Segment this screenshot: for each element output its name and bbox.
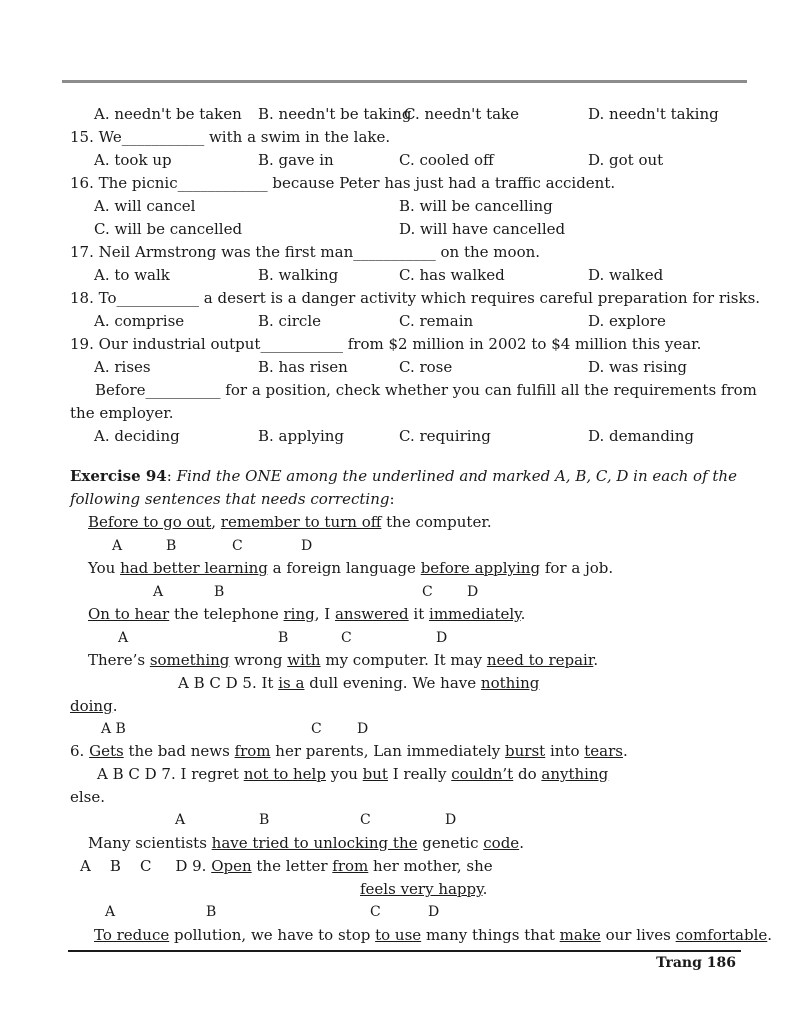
marker-ab: A B	[101, 721, 126, 737]
option-a: A. deciding	[94, 427, 180, 445]
option-c: C. remain	[399, 312, 474, 330]
option-b: B. needn't be taking	[258, 105, 412, 123]
option-a: A. will cancel	[94, 197, 196, 215]
marker-c: C	[422, 584, 433, 600]
marker-b: B	[206, 904, 217, 920]
sentence-7-continued: else.	[70, 788, 106, 806]
option-a: A. needn't be taken	[94, 105, 242, 123]
question-16: 16. The picnic____________ because Peter has just had a traffic accident.	[70, 174, 616, 192]
marker-b: B	[259, 812, 270, 828]
option-c: C. rose	[399, 358, 453, 376]
marker-d: D	[357, 721, 369, 737]
option-d: D. demanding	[588, 427, 694, 445]
question-20-continued: the employer.	[70, 404, 174, 422]
marker-b: B	[214, 584, 225, 600]
marker-b: B	[166, 538, 177, 554]
sentence-1: Before to go out, remember to turn off the computer.	[88, 513, 492, 531]
sentence-9-continued: feels very happy.	[360, 880, 488, 898]
question-18: 18. To___________ a desert is a danger activity which requires careful preparation for risks.	[70, 289, 761, 307]
marker-d: D	[467, 584, 479, 600]
header-rule	[62, 80, 747, 83]
question-15: 15. We___________ with a swim in the lake.	[70, 128, 391, 146]
sentence-7: A B C D 7. I regret not to help you but I really couldn’t do anything	[97, 765, 609, 783]
option-a: A. rises	[94, 358, 151, 376]
question-20: Before__________ for a position, check whether you can fulfill all the requirements from	[95, 381, 757, 399]
question-19: 19. Our industrial output___________ from $2 million in 2002 to $4 million this year.	[70, 335, 702, 353]
option-d: D. will have cancelled	[399, 220, 566, 238]
sentence-5: A B C D 5. It is a dull evening. We have nothing	[178, 674, 540, 692]
option-c: C. needn't take	[404, 105, 520, 123]
marker-d: D	[301, 538, 313, 554]
sentence-9: A B C D 9. Open the letter from her mother, she	[80, 857, 493, 875]
option-c: C. cooled off	[399, 151, 494, 169]
option-c: C. requiring	[399, 427, 491, 445]
page-number: Trang 186	[656, 955, 736, 971]
marker-a: A	[105, 904, 116, 920]
option-b: B. walking	[258, 266, 339, 284]
sentence-8: Many scientists have tried to unlocking the genetic code.	[88, 834, 524, 852]
option-d: D. explore	[588, 312, 666, 330]
option-a: A. comprise	[94, 312, 185, 330]
option-b: B. circle	[258, 312, 322, 330]
marker-d: D	[436, 630, 448, 646]
sentence-3: On to hear the telephone ring, I answered it immediately.	[88, 605, 526, 623]
exercise-instruction: following sentences that needs correcting:	[70, 490, 395, 508]
sentence-10: To reduce pollution, we have to stop to use many things that make our lives comfortable.	[94, 926, 773, 944]
sentence-4: There’s something wrong with my computer. It may need to repair.	[88, 651, 599, 669]
marker-a: A	[153, 584, 164, 600]
marker-b: B	[278, 630, 289, 646]
option-b: B. applying	[258, 427, 345, 445]
marker-c: C	[311, 721, 322, 737]
marker-c: C	[360, 812, 371, 828]
sentence-5-continued: doing.	[70, 697, 118, 715]
footer-rule	[68, 950, 741, 952]
sentence-2: You had better learning a foreign language before applying for a job.	[88, 559, 614, 577]
option-d: D. walked	[588, 266, 664, 284]
option-a: A. took up	[94, 151, 172, 169]
marker-a: A	[175, 812, 186, 828]
option-c: C. will be cancelled	[94, 220, 243, 238]
option-c: C. has walked	[399, 266, 505, 284]
marker-c: C	[232, 538, 243, 554]
option-b: B. has risen	[258, 358, 348, 376]
sentence-6: 6. Gets the bad news from her parents, Lan immediately burst into tears.	[70, 742, 628, 760]
marker-d: D	[428, 904, 440, 920]
option-d: D. got out	[588, 151, 664, 169]
option-d: D. was rising	[588, 358, 688, 376]
marker-a: A	[118, 630, 129, 646]
exercise-heading: Exercise 94: Find the ONE among the underlined and marked A, B, C, D in each of the	[70, 467, 737, 485]
marker-a: A	[112, 538, 123, 554]
marker-d: D	[445, 812, 457, 828]
marker-c: C	[370, 904, 381, 920]
option-a: A. to walk	[94, 266, 170, 284]
question-17: 17. Neil Armstrong was the first man___________ on the moon.	[70, 243, 541, 261]
marker-c: C	[341, 630, 352, 646]
option-d: D. needn't taking	[588, 105, 719, 123]
option-b: B. gave in	[258, 151, 334, 169]
option-b: B. will be cancelling	[399, 197, 553, 215]
